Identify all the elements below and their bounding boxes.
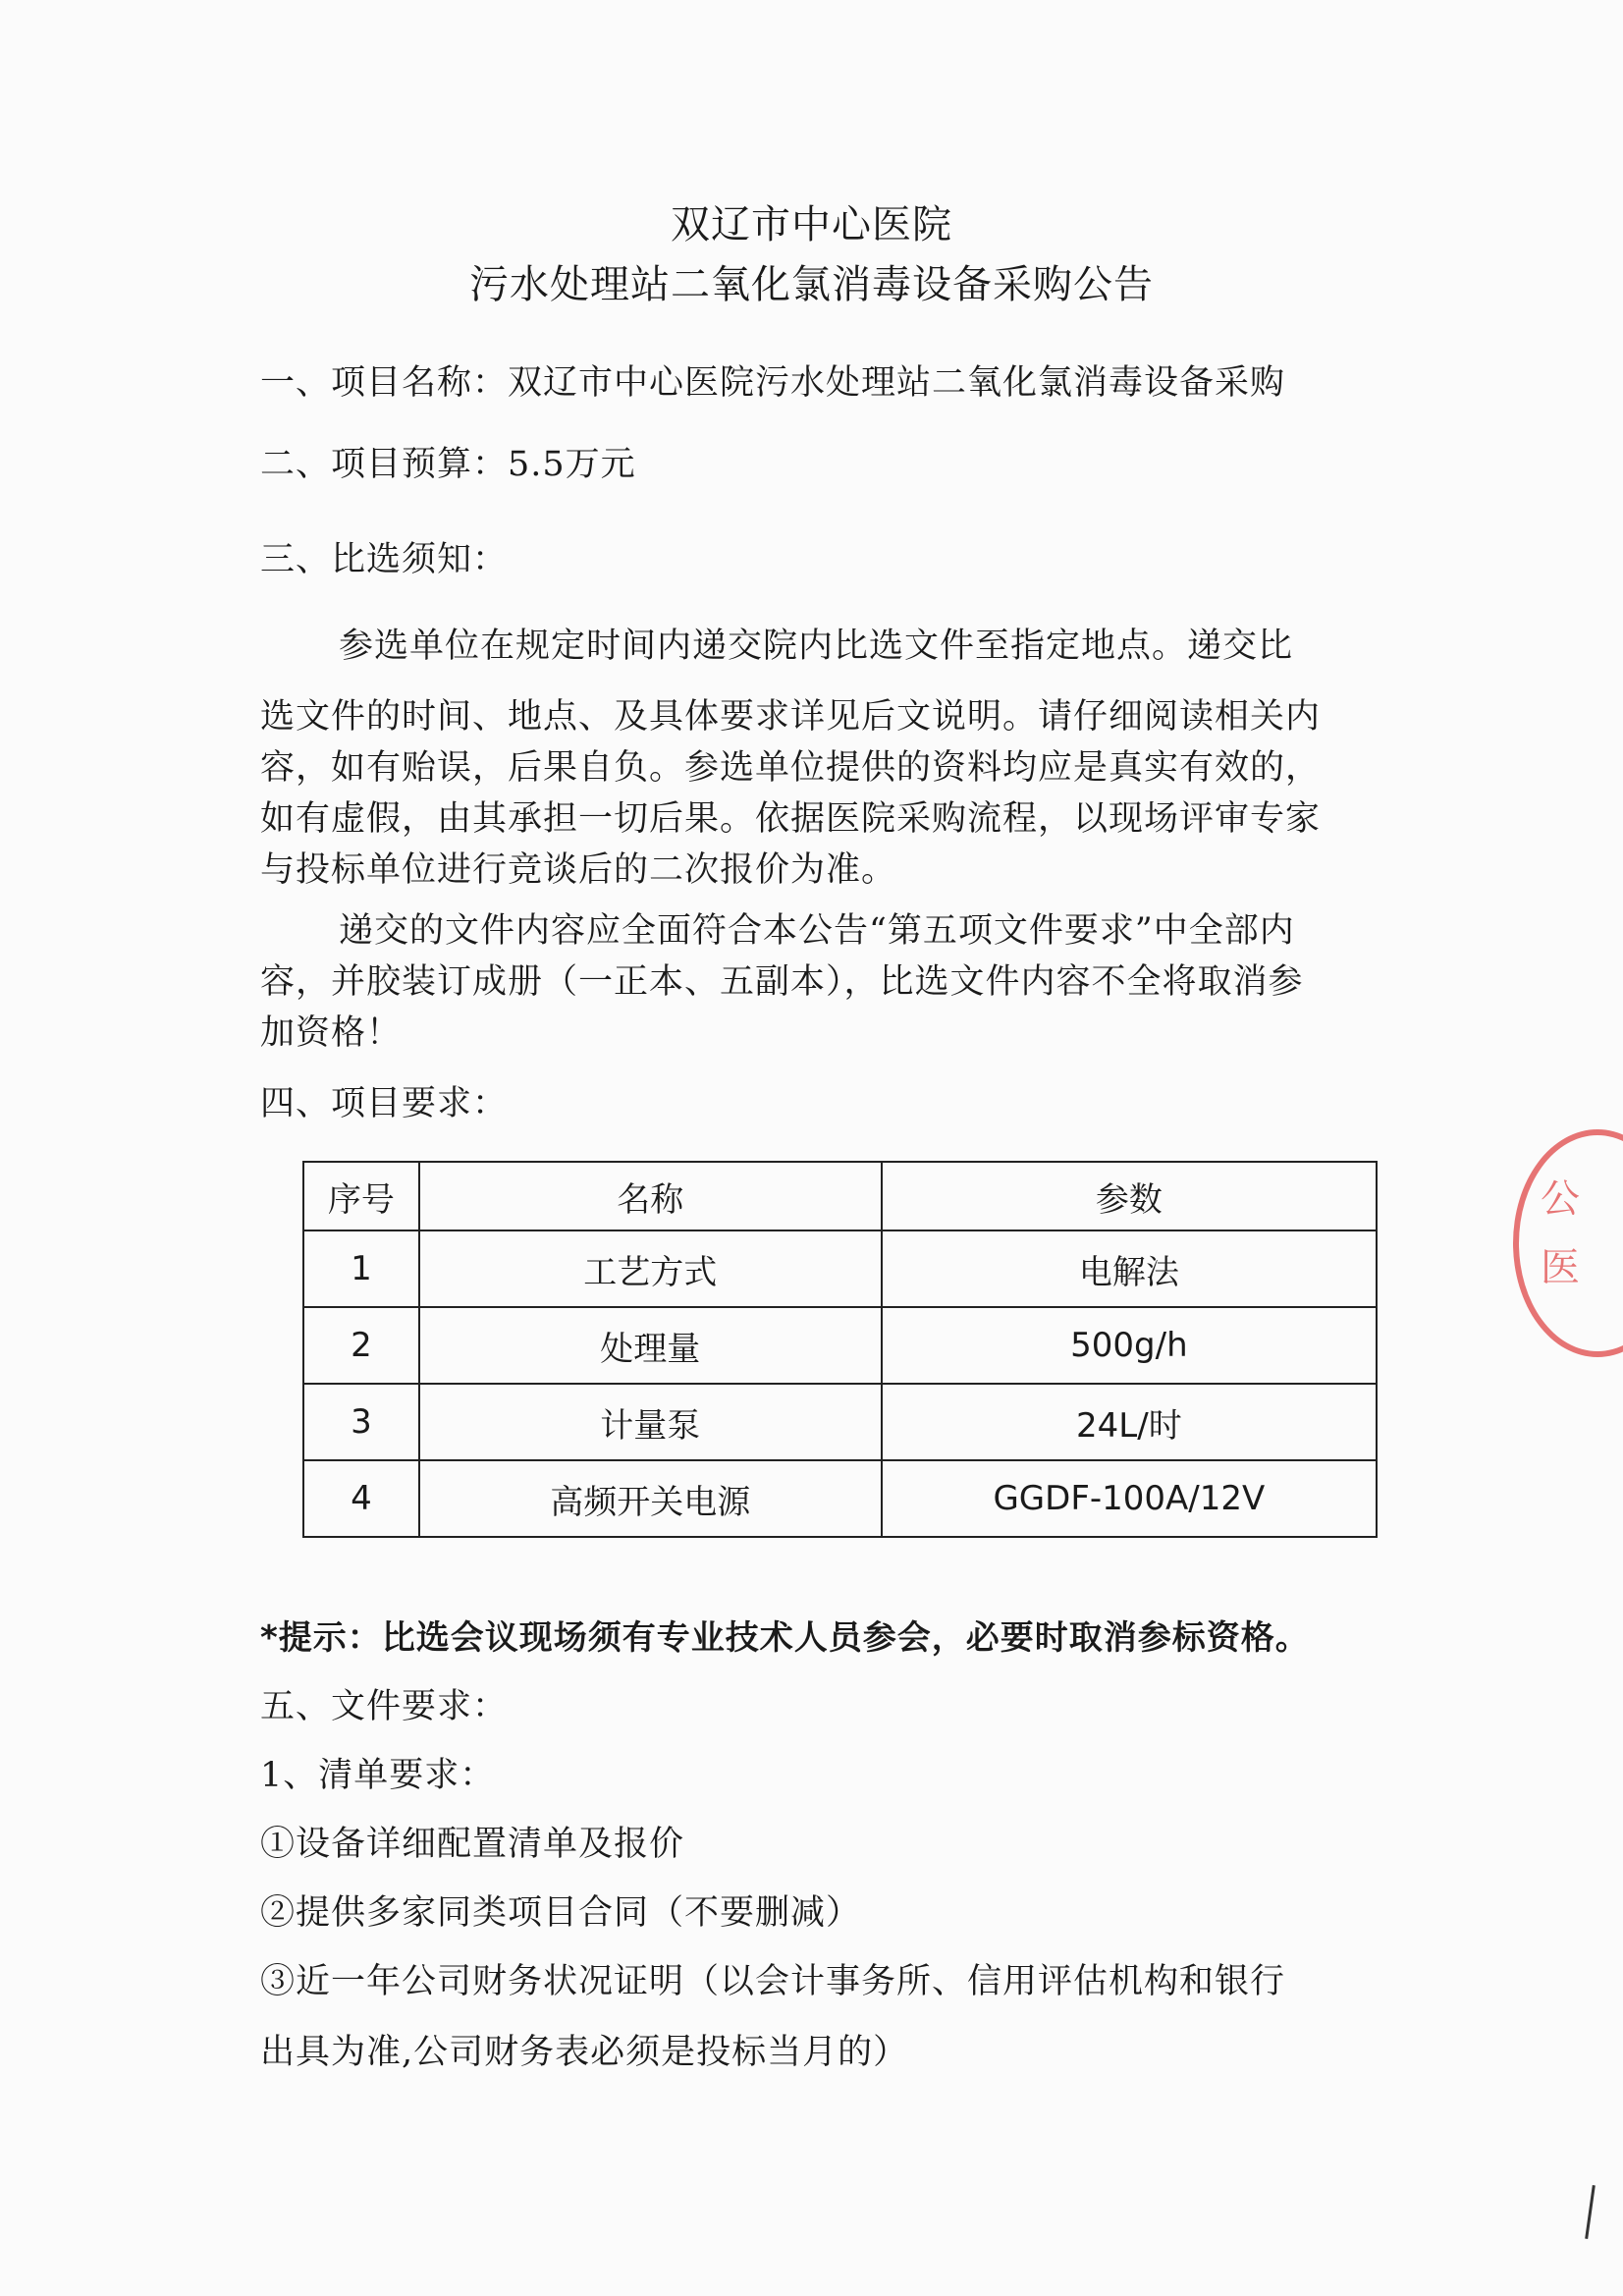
requirements-table: [302, 1161, 1378, 1538]
section-selection-notice: 三、比选须知：: [260, 540, 509, 579]
row-param: 电解法: [882, 1230, 1377, 1307]
subsection-list-requirements: 1、清单要求：: [260, 1756, 496, 1795]
paragraph-line: 加资格！: [260, 1013, 403, 1053]
paragraph-line: 递交的文件内容应全面符合本公告“第五项文件要求”中全部内: [339, 911, 1295, 951]
tip-note: *提示：比选会议现场须有专业技术人员参会，必要时取消参标资格。: [260, 1618, 1310, 1658]
document-title-line2: 污水处理站二氧化氯消毒设备采购公告: [469, 262, 1154, 307]
section-project-budget: 二、项目预算：5.5万元: [260, 445, 636, 484]
row-name: 工艺方式: [419, 1230, 882, 1307]
row-index: 1: [303, 1230, 419, 1307]
paragraph-line: 容，并胶装订成册（一正本、五副本），比选文件内容不全将取消参: [260, 962, 1304, 1002]
list-item: ②提供多家同类项目合同（不要删减）: [260, 1893, 862, 1933]
document-title-line1: 双辽市中心医院: [671, 202, 952, 247]
pen-mark: [1585, 2185, 1596, 2239]
section-project-name: 一、项目名称：双辽市中心医院污水处理站二氧化氯消毒设备采购: [260, 363, 1286, 403]
row-index: 2: [303, 1307, 419, 1384]
paragraph-line: 容，如有贻误，后果自负。参选单位提供的资料均应是真实有效的，: [260, 748, 1322, 788]
header-cell: 序号: [303, 1162, 419, 1230]
list-item: ①设备详细配置清单及报价: [260, 1825, 685, 1864]
table-row: [303, 1384, 1377, 1460]
section-project-requirements: 四、项目要求：: [260, 1084, 509, 1123]
row-index: 3: [303, 1384, 419, 1460]
seal-char: 公: [1541, 1176, 1580, 1222]
row-name: 处理量: [419, 1307, 882, 1384]
official-seal-stamp: [1513, 1129, 1623, 1357]
row-name: 计量泵: [419, 1384, 882, 1460]
notice-paragraph-1: [260, 621, 1389, 896]
row-param: GGDF-100A/12V: [882, 1460, 1377, 1537]
row-param: 24L/时: [882, 1384, 1377, 1460]
list-item-continuation: 出具为准,公司财务表必须是投标当月的）: [260, 2033, 909, 2072]
section-file-requirements: 五、文件要求：: [260, 1687, 509, 1726]
row-index: 4: [303, 1460, 419, 1537]
seal-char: 医: [1541, 1245, 1580, 1290]
row-param: 500g/h: [882, 1307, 1377, 1384]
notice-paragraph-2: [260, 905, 1389, 1059]
table-row: [303, 1460, 1377, 1537]
row-name: 高频开关电源: [419, 1460, 882, 1537]
header-cell: 参数: [882, 1162, 1377, 1230]
table-row: [303, 1230, 1377, 1307]
table-header-row: [303, 1162, 1377, 1230]
paragraph-line: 参选单位在规定时间内递交院内比选文件至指定地点。递交比: [339, 627, 1294, 666]
list-item: ③近一年公司财务状况证明（以会计事务所、信用评估机构和银行: [260, 1962, 1286, 2001]
table-row: [303, 1307, 1377, 1384]
paragraph-line: 如有虚假，由其承担一切后果。依据医院采购流程，以现场评审专家: [260, 799, 1322, 839]
header-cell: 名称: [419, 1162, 882, 1230]
paragraph-line: 选文件的时间、地点、及具体要求详见后文说明。请仔细阅读相关内: [260, 697, 1322, 737]
paragraph-line: 与投标单位进行竞谈后的二次报价为准。: [260, 850, 897, 890]
